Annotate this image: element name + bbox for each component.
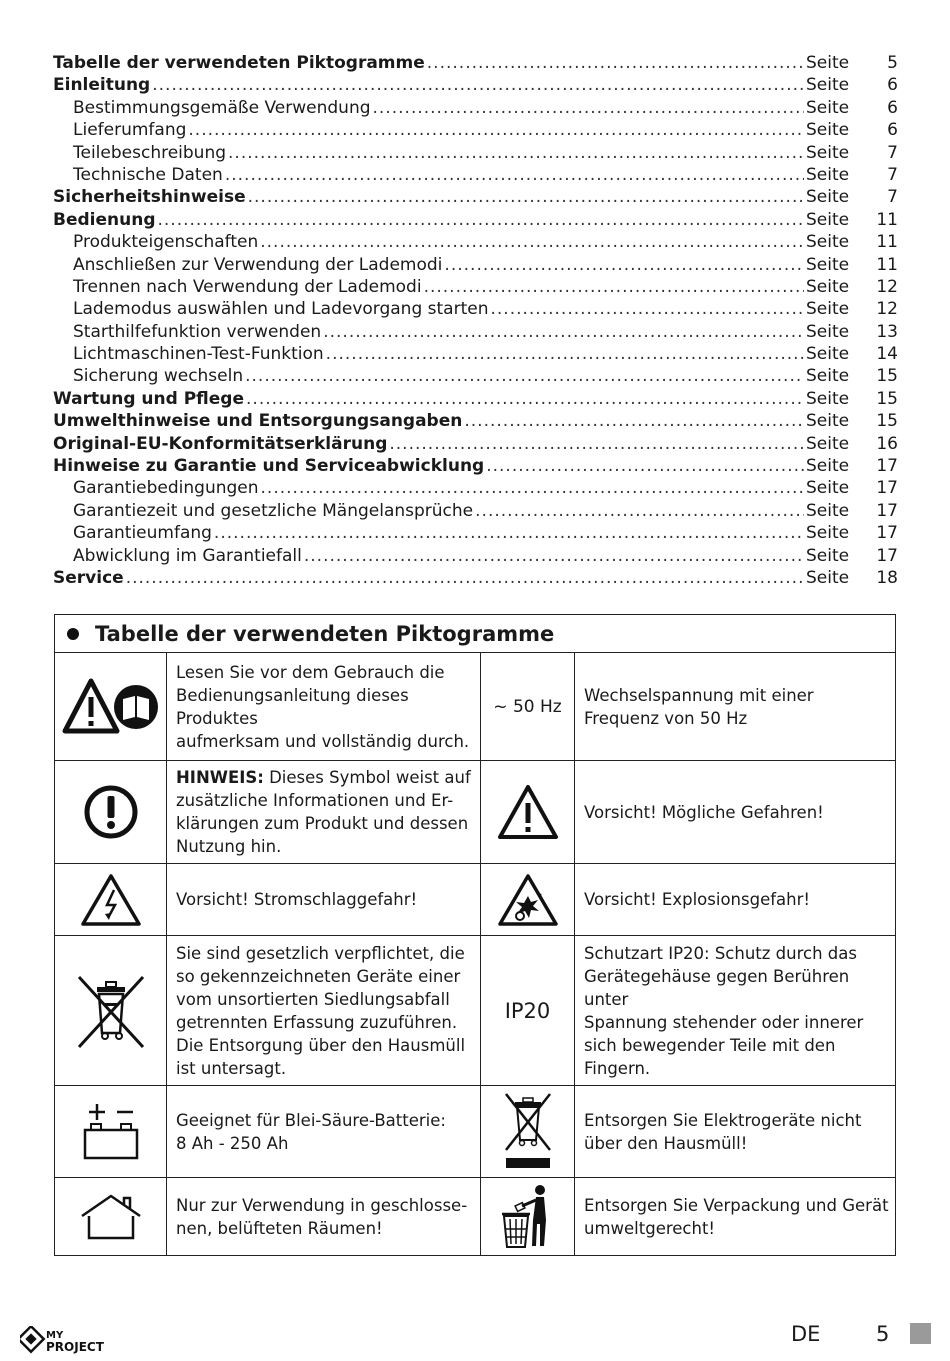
toc-row <box>53 255 898 277</box>
logo-text-my: MY <box>46 1330 64 1341</box>
house-icon <box>76 1192 146 1242</box>
text-line: Spannung stehender oder innerer <box>584 1012 864 1032</box>
toc-page-number: 12 <box>876 276 898 297</box>
toc-page-number: 14 <box>876 344 898 365</box>
pictogram-row <box>55 936 895 1086</box>
toc-seite-label: Seite <box>806 209 850 230</box>
toc-leader-dots <box>158 210 805 230</box>
text-line: Frequenz von 50 Hz <box>584 708 748 728</box>
text-line: Vorsicht! Explosionsgefahr! <box>584 890 810 909</box>
toc-row <box>53 120 898 142</box>
toc-title: Umwelthinweise und Entsorgungsangaben <box>53 411 463 432</box>
pictogram-description <box>575 936 897 1085</box>
bullet-icon <box>67 628 79 640</box>
text-line: Vorsicht! Mögliche Gefahren! <box>584 802 824 822</box>
toc-seite-label: Seite <box>806 567 850 588</box>
toc-leader-dots <box>304 546 804 566</box>
explosion-icon <box>496 872 560 928</box>
toc-leader-dots <box>475 501 804 521</box>
language-code: DE <box>791 1322 821 1346</box>
toc-title: Original-EU-Konformitätserklärung <box>53 433 388 454</box>
toc-seite-label: Seite <box>806 75 850 96</box>
toc-seite-label: Seite <box>806 500 850 521</box>
logo-text-project: PROJECT <box>46 1340 104 1354</box>
text-line: Nur zur Verwendung in geschlosse- <box>176 1195 468 1215</box>
toc-page-number: 6 <box>887 97 898 118</box>
toc-seite-label: Seite <box>806 53 850 73</box>
crossed-bin-icon <box>71 971 151 1051</box>
pictogram-icon-cell <box>55 936 167 1085</box>
toc-page-number: 17 <box>876 456 898 477</box>
toc-row <box>53 299 898 321</box>
ac-frequency-symbol: ~ 50 Hz <box>493 696 562 717</box>
toc-leader-dots <box>326 344 804 364</box>
toc-seite-label: Seite <box>806 254 850 275</box>
toc-leader-dots <box>464 411 804 431</box>
toc-page-number: 11 <box>876 254 898 275</box>
toc-row <box>53 344 898 366</box>
toc-page-number: 7 <box>887 164 898 185</box>
toc-page-number: 7 <box>887 142 898 163</box>
toc-page-number: 18 <box>876 567 898 588</box>
toc-leader-dots <box>246 389 804 409</box>
toc-page-number: 15 <box>876 366 898 387</box>
toc-seite-label: Seite <box>806 388 850 409</box>
toc-leader-dots <box>427 53 804 73</box>
toc-page-number: 12 <box>876 299 898 320</box>
toc-row <box>53 277 898 299</box>
text-line: Geeignet für Blei-Säure-Batterie: <box>176 1110 446 1130</box>
text-line: Sie sind gesetzlich verpflichtet, die <box>176 943 465 963</box>
text-line <box>176 766 471 789</box>
toc-leader-dots <box>225 165 804 185</box>
text-line: Fingern. <box>584 1058 651 1078</box>
pictogram-icon-cell <box>481 761 575 863</box>
toc-title: Lieferumfang <box>73 120 187 141</box>
toc-title: Technische Daten <box>73 164 223 185</box>
toc-row <box>53 75 898 97</box>
hinweis-label: HINWEIS: <box>176 768 264 787</box>
toc-page-number: 6 <box>887 120 898 141</box>
toc-row <box>53 366 898 388</box>
toc-row <box>53 389 898 411</box>
toc-seite-label: Seite <box>806 276 850 297</box>
toc-page-number: 7 <box>887 187 898 208</box>
text-line: Schutzart IP20: Schutz durch das <box>584 943 857 963</box>
pictogram-row <box>55 653 895 761</box>
toc-leader-dots <box>261 478 804 498</box>
toc-title: Bedienung <box>53 209 156 230</box>
text-line: Wechselspannung mit einer <box>584 685 814 705</box>
pictogram-description <box>167 653 481 760</box>
toc-seite-label: Seite <box>806 120 850 141</box>
text-line: über den Hausmüll! <box>584 1133 748 1153</box>
text-line: so gekennzeichneten Geräte einer <box>176 966 461 986</box>
toc-seite-label: Seite <box>806 478 850 499</box>
text-line: Bedienungsanleitung dieses Produktes <box>176 685 409 728</box>
toc-leader-dots <box>260 232 804 252</box>
toc-row <box>53 53 898 75</box>
crossed-bin-bar-icon <box>498 1092 558 1172</box>
text-line: getrennten Erfassung zuzuführen. <box>176 1012 458 1032</box>
text-line: Die Entsorgung über den Hausmüll <box>176 1035 466 1055</box>
text-line: Lesen Sie vor dem Gebrauch die <box>176 662 445 682</box>
pictogram-description <box>167 1086 481 1177</box>
toc-row <box>53 187 898 209</box>
text-line: Vorsicht! Stromschlaggefahr! <box>176 890 418 909</box>
pictogram-row <box>55 761 895 864</box>
pictogram-description <box>167 936 481 1085</box>
toc-row <box>53 434 898 456</box>
toc-row <box>53 411 898 433</box>
pictogram-description <box>575 761 897 863</box>
pictogram-icon-cell <box>55 653 167 760</box>
text-line: Gerätegehäuse gegen Berühren unter <box>584 966 850 1009</box>
toc-seite-label: Seite <box>806 142 850 163</box>
page-number: 5 <box>876 1322 890 1346</box>
toc-page-number: 17 <box>876 500 898 521</box>
toc-title: Lichtmaschinen-Test-Funktion <box>73 344 324 365</box>
toc-row <box>53 232 898 254</box>
toc-title: Garantiezeit und gesetzliche Mängelansprüche <box>73 500 474 521</box>
text-line: Entsorgen Sie Elektrogeräte nicht <box>584 1110 862 1130</box>
text-line: umweltgerecht! <box>584 1218 716 1238</box>
toc-seite-label: Seite <box>806 344 850 365</box>
pictogram-icon-cell <box>481 1178 575 1255</box>
text-line: 8 Ah - 250 Ah <box>176 1133 289 1153</box>
toc-seite-label: Seite <box>806 456 850 477</box>
pictogram-icon-cell <box>55 864 167 935</box>
pictogram-description <box>167 1178 481 1255</box>
toc-row <box>53 210 898 232</box>
toc-page-number: 5 <box>887 53 898 73</box>
toc-page-number: 11 <box>876 209 898 230</box>
text-line: aufmerksam und vollständig durch. <box>176 731 470 751</box>
toc-seite-label: Seite <box>806 299 850 320</box>
toc-leader-dots <box>490 299 804 319</box>
pictogram-table <box>54 614 896 1256</box>
table-of-contents <box>53 53 898 590</box>
toc-seite-label: Seite <box>806 411 850 432</box>
toc-leader-dots <box>248 187 804 207</box>
toc-row <box>53 98 898 120</box>
text-line: ist untersagt. <box>176 1058 287 1078</box>
text-fragment: Dieses Symbol weist auf <box>263 768 471 787</box>
text-line: nen, belüfteten Räumen! <box>176 1218 383 1238</box>
text-line: vom unsortierten Siedlungsabfall <box>176 989 450 1009</box>
pictogram-description <box>575 1178 897 1255</box>
toc-row <box>53 568 898 590</box>
pictogram-description <box>167 761 481 863</box>
toc-leader-dots <box>373 98 804 118</box>
pictogram-description <box>575 864 897 935</box>
toc-seite-label: Seite <box>806 164 850 185</box>
toc-title: Bestimmungsgemäße Verwendung <box>73 97 371 118</box>
electric-shock-icon <box>79 872 143 928</box>
page-marker <box>910 1323 931 1344</box>
toc-seite-label: Seite <box>806 187 850 208</box>
pictogram-icon-cell <box>55 1086 167 1177</box>
toc-seite-label: Seite <box>806 433 850 454</box>
pictogram-description <box>575 653 897 760</box>
toc-title: Hinweise zu Garantie und Serviceabwicklung <box>53 456 485 477</box>
text-line: klärungen zum Produkt und dessen <box>176 814 469 833</box>
pictogram-icon-cell <box>481 1086 575 1177</box>
toc-title: Produkteigenschaften <box>73 232 259 253</box>
toc-leader-dots <box>188 120 804 140</box>
pictogram-icon-cell <box>55 761 167 863</box>
toc-leader-dots <box>486 456 804 476</box>
toc-page-number: 15 <box>876 411 898 432</box>
text-line: Nutzung hin. <box>176 837 282 856</box>
toc-page-number: 16 <box>876 433 898 454</box>
toc-title: Service <box>53 567 124 588</box>
toc-title: Garantiebedingungen <box>73 478 259 499</box>
toc-page-number: 17 <box>876 545 898 566</box>
text-line: sich bewegender Teile mit den <box>584 1035 836 1055</box>
toc-title: Tabelle der verwendeten Piktogramme <box>53 53 425 73</box>
battery-icon <box>79 1102 143 1162</box>
toc-row <box>53 143 898 165</box>
recycle-person-icon <box>500 1184 556 1250</box>
toc-leader-dots <box>389 434 804 454</box>
toc-page-number: 17 <box>876 523 898 544</box>
toc-leader-dots <box>444 255 804 275</box>
toc-seite-label: Seite <box>806 321 850 342</box>
toc-leader-dots <box>245 366 804 386</box>
pictogram-icon-cell <box>481 653 575 760</box>
pictogram-icon-cell <box>481 864 575 935</box>
text-line: Entsorgen Sie Verpackung und Gerät <box>584 1195 889 1215</box>
pictogram-icon-cell <box>55 1178 167 1255</box>
pictogram-row <box>55 864 895 936</box>
toc-title: Garantieumfang <box>73 523 212 544</box>
toc-seite-label: Seite <box>806 366 850 387</box>
toc-page-number: 6 <box>887 75 898 96</box>
toc-title: Wartung und Pflege <box>53 388 245 409</box>
toc-title: Anschließen zur Verwendung der Lademodi <box>73 254 443 275</box>
toc-row <box>53 456 898 478</box>
toc-leader-dots <box>323 322 804 342</box>
toc-seite-label: Seite <box>806 545 850 566</box>
toc-seite-label: Seite <box>806 523 850 544</box>
text-line: zusätzliche Informationen und Er- <box>176 791 454 810</box>
exclamation-circle-icon <box>83 784 139 840</box>
toc-row <box>53 322 898 344</box>
toc-leader-dots <box>214 523 804 543</box>
pictogram-description <box>167 864 481 935</box>
warning-triangle-icon <box>496 783 560 841</box>
toc-title: Lademodus auswählen und Ladevorgang starten <box>73 299 489 320</box>
toc-row <box>53 501 898 523</box>
toc-row <box>53 165 898 187</box>
toc-title: Sicherheitshinweise <box>53 187 246 208</box>
toc-page-number: 13 <box>876 321 898 342</box>
myproject-logo <box>20 1326 130 1358</box>
pictogram-icon-cell <box>481 936 575 1085</box>
toc-leader-dots <box>152 75 804 95</box>
pictogram-table-header <box>55 615 895 653</box>
toc-leader-dots <box>126 568 804 588</box>
toc-row <box>53 478 898 500</box>
toc-leader-dots <box>228 143 804 163</box>
pictogram-row <box>55 1178 895 1255</box>
pictogram-row <box>55 1086 895 1178</box>
toc-title: Einleitung <box>53 75 151 96</box>
toc-title: Teilebeschreibung <box>73 142 227 163</box>
toc-title: Abwicklung im Garantiefall <box>73 545 302 566</box>
pictogram-description <box>575 1086 897 1177</box>
toc-row <box>53 523 898 545</box>
toc-title: Sicherung wechseln <box>73 366 244 387</box>
toc-title: Trennen nach Verwendung der Lademodi <box>73 276 422 297</box>
toc-page-number: 17 <box>876 478 898 499</box>
toc-row <box>53 546 898 568</box>
toc-seite-label: Seite <box>806 97 850 118</box>
ip20-symbol: IP20 <box>504 998 551 1023</box>
toc-leader-dots <box>424 277 804 297</box>
warning-and-manual-icon <box>61 677 161 737</box>
toc-page-number: 15 <box>876 388 898 409</box>
pictogram-table-title: Tabelle der verwendeten Piktogramme <box>95 621 555 646</box>
toc-title: Starthilfefunktion verwenden <box>73 321 322 342</box>
toc-seite-label: Seite <box>806 232 850 253</box>
toc-page-number: 11 <box>876 232 898 253</box>
